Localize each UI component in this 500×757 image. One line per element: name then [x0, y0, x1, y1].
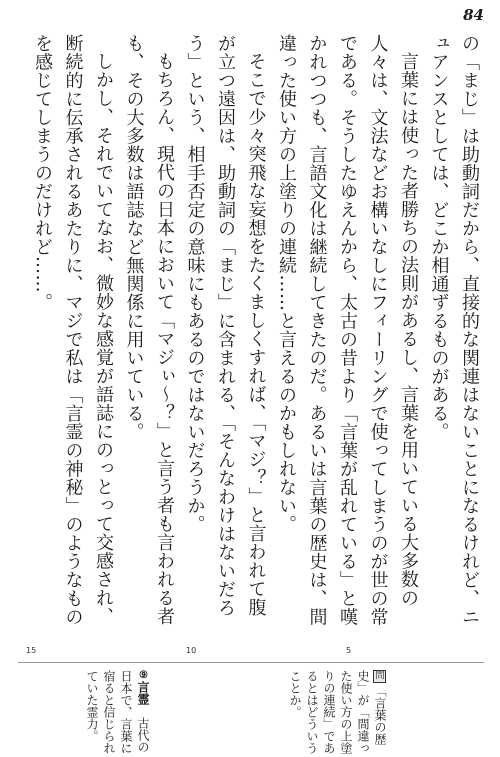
paragraph-3: そこで少々突飛な妄想をたくましくすれば、「マジ？」と言われて腹が立つ遠因は、助動詞の「まじ」に含まれる、「そんなわけはないだろう」という、相手否定の意味にもあるのではないだろうか。	[184, 34, 267, 617]
line-number-5: 5	[346, 646, 352, 655]
gloss-number: ⑨	[138, 670, 149, 681]
paragraph-2: 言葉には使った者勝ちの法則があるし、言葉を用いている大多数の人々は、文法などお構いなしにフィーリングで使ってしまうのが世の常である。そうしたゆえんから、太古の昔より「言葉が乱れている」と嘆かれつつも、言語文化は継続してきたのだ。あるいは言葉の歴史は、間違った使い方の上塗りの連続……と言えるのかもしれない。	[276, 34, 419, 626]
footnote-divider	[18, 662, 484, 663]
paragraph-5: しかし、それでいてなお、微妙な感覚が語誌にのっとって交感され、断続的に伝承されるあたりに、マジで私は「言霊の神秘」のようなものを感じてしまうのだけれど……。	[32, 34, 114, 626]
paragraph-1: の「まじ」は助動詞だから、直接的な関連はないことになるけれど、ニュアンスとしては、どこか相通ずるものがある。	[428, 34, 480, 626]
main-text	[14, 34, 484, 634]
question-badge: 問	[373, 670, 386, 683]
line-number-10: 10	[186, 646, 197, 655]
gloss-term: 言霊	[136, 681, 150, 705]
line-number-15: 15	[26, 646, 37, 655]
gloss-text: 古代の日本で、言葉に宿ると信じられていた霊力。	[85, 670, 150, 754]
question-text: 「言葉の歴史」が「間違った使い方の上塗りの連続」であるとはどういうことか。	[288, 670, 387, 754]
paragraph-4: もちろん、現代の日本において「マジぃ〜？」と言う者も言われる者も、その大多数は語誌など無関係に用いている。	[123, 34, 175, 626]
page-number: 84	[463, 6, 484, 24]
gloss-note	[83, 670, 152, 754]
question-note	[286, 670, 388, 754]
